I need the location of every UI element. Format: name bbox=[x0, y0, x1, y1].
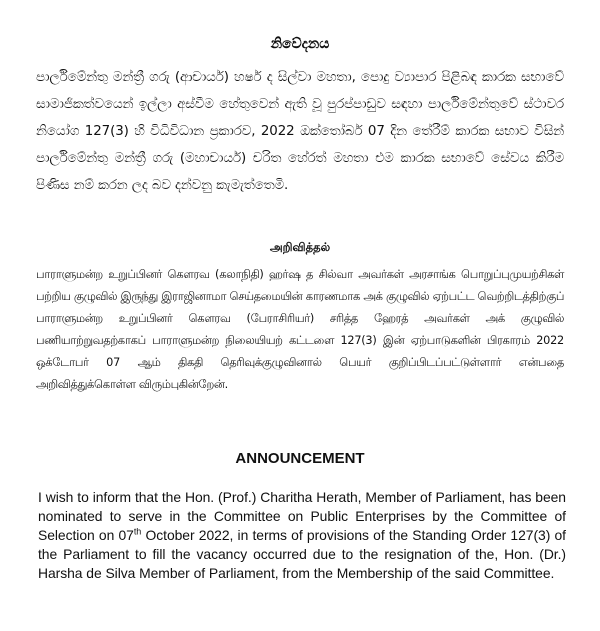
date-ordinal-suffix: th bbox=[133, 526, 142, 537]
tamil-paragraph: பாராளுமன்ற உறுப்பினர் கௌரவ (கலாநிதி) ஹர்ஷ த சில்வா அவர்கள் அரசாங்க பொறுப்புமுயற்சிகள் பற்றிய குழுவில் இருந்து இராஜினாமா செய்தமையின் காரணமாக அக் குழுவில் ஏற்பட்ட வெற்றிடத்திற்குப் பாராளுமன்ற உறுப்பினர் கௌரவ (பேராசிரியர்) சரித்த ஹேரத் அவர்கள் அக் குழுவில் பணியாற்றுவதற்காகப் பாராளுமன்ற நிலையியற் கட்டளை 127(3) இன் ஏற்பாடுகளின் பிரகாரம் 2022 ஒக்டோபர் 07 ஆம் திகதி தெரிவுக்குழுவினால் பெயர் குறிப்பிடப்பட்டுள்ளார் என்பதை அறிவித்துக்கொள்ள விரும்புகின்றேன். bbox=[36, 268, 564, 391]
english-paragraph-part1: I wish to inform that the Hon. (Prof.) Charitha Herath, Member of Parliament, has been nominated to serve in the Committee on Public Enterprises by the Committee of Selection on 07 bbox=[38, 489, 566, 543]
english-heading: ANNOUNCEMENT bbox=[235, 450, 365, 467]
sinhala-heading: නිවේදනය bbox=[270, 36, 330, 52]
english-paragraph-part2: October 2022, in terms of provisions of the Standing Order 127(3) of the Parliament to fill the vacancy occurred due to the resignation of the, Hon. (Dr.) Harsha de Silva Member of Parliament, from the Membership of the said Committee. bbox=[38, 527, 566, 581]
sinhala-paragraph: පාර්ලිමේන්තු මන්ත්‍රී ගරු (ආචාර්ය) හර්ෂ ද සිල්වා මහතා, පොදු ව්‍යාපාර පිළිබඳ කාරක සභාවේ සාමාජිකත්වයෙන් ඉල්ලා අස්වීම හේතුවෙන් ඇති වූ පුරප්පාඩුව සඳහා පාර්ලිමේන්තුවේ ස්ථාවර නියෝග 127(3) හි විධිවිධාන ප්‍රකාරව, 2022 ඔක්තෝබර් 07 දින තේරීම් කාරක සභාව විසින් පාර්ලිමේන්තු මන්ත්‍රී ගරු (මහාචාර්ය) චරිත හේරත් මහතා එම කාරක සභාවේ සේවය කිරීම පිණිස නම් කරන ලද බව දන්වනු කැමැත්තෙමි. bbox=[36, 70, 564, 193]
tamil-heading: அறிவித்தல் bbox=[269, 240, 331, 254]
english-paragraph bbox=[38, 488, 566, 583]
